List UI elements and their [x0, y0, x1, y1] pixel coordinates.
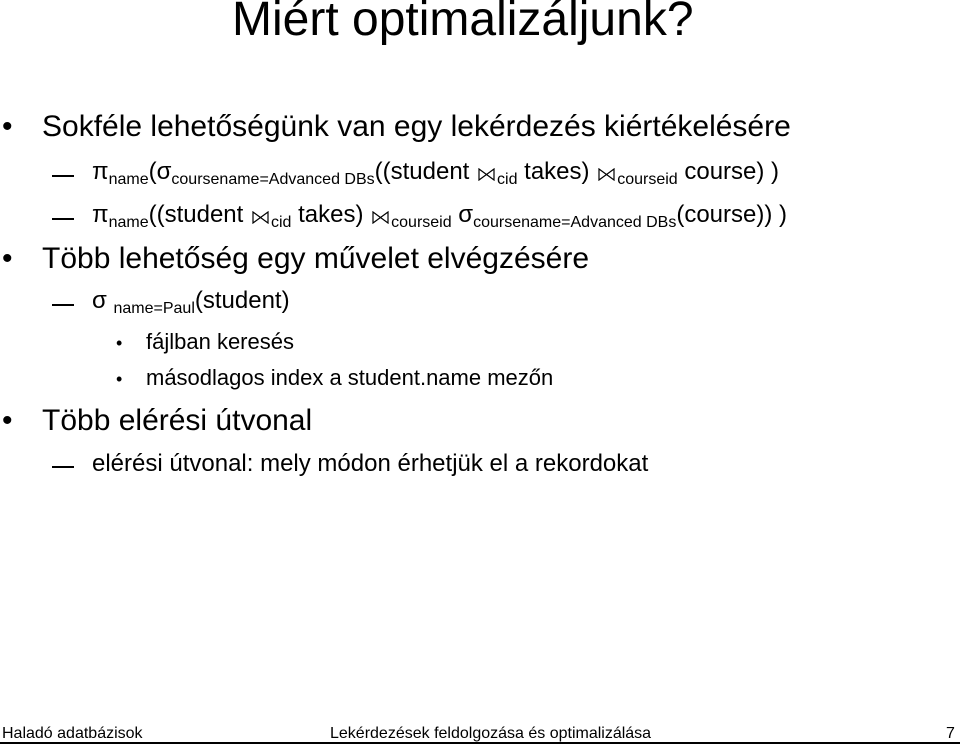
expr-part-2: takes): [524, 158, 590, 185]
join-icon: [598, 168, 615, 181]
bullet-dot-icon: •: [116, 369, 123, 389]
footer-center: Lekérdezések feldolgozása és optimalizálása: [330, 725, 652, 742]
expr-part-2: takes): [298, 201, 364, 228]
join-icon: [478, 168, 495, 181]
expr-part-1: ((student: [148, 201, 244, 228]
join-1-subscript: cid: [497, 171, 518, 188]
slide-title: Miért optimalizáljunk?: [232, 0, 694, 46]
sigma-subscript: coursename=Advanced DBs: [171, 171, 375, 188]
expr-part-3: (course)) ): [676, 201, 788, 228]
dash-marker-icon: [52, 218, 74, 220]
subitem-2-text: másodlagos index a student.name mezőn: [146, 365, 554, 390]
sigma-symbol: σ: [458, 201, 474, 228]
expression-1: [92, 158, 780, 188]
expression-3: [92, 287, 290, 317]
open-sigma: (σ: [148, 158, 172, 185]
bullet-1-text: Sokféle lehetőségünk van egy lekérdezés kiértékelésére: [42, 110, 791, 143]
bullet-dot-icon: •: [2, 110, 13, 143]
bullet-3-text: Több elérési útvonal: [42, 404, 313, 437]
pi-subscript: name: [108, 214, 149, 231]
bullet-2-text: Több lehetőség egy művelet elvégzésére: [42, 242, 590, 275]
join-2-subscript: courseid: [391, 214, 452, 231]
expr-part-3: course) ): [684, 158, 780, 185]
footer-page-number: 7: [946, 725, 955, 742]
bullet-dot-icon: •: [116, 333, 123, 353]
dash-marker-icon: [52, 466, 74, 468]
dash-marker-icon: [52, 175, 74, 177]
pi-subscript: name: [108, 171, 149, 188]
bullet-dot-icon: •: [2, 242, 13, 275]
expr-rest: (student): [194, 287, 290, 314]
pi-symbol: π: [92, 201, 109, 228]
expression-2: [92, 201, 788, 231]
join-1-subscript: cid: [270, 214, 292, 231]
sigma-symbol: σ: [92, 287, 107, 314]
join-icon: [372, 211, 389, 224]
subitem-1-text: fájlban keresés: [146, 329, 294, 354]
footer-left: Haladó adatbázisok: [2, 725, 143, 742]
pi-symbol: π: [92, 158, 109, 185]
sigma-subscript: coursename=Advanced DBs: [473, 214, 677, 231]
dash-marker-icon: [52, 304, 74, 306]
access-path-text: elérési útvonal: mely módon érhetjük el a rekordokat: [92, 450, 649, 477]
expr-part-1: ((student: [374, 158, 470, 185]
join-2-subscript: courseid: [617, 171, 678, 188]
join-icon: [252, 211, 269, 224]
sigma-subscript: name=Paul: [113, 300, 195, 317]
bullet-dot-icon: •: [2, 404, 13, 437]
